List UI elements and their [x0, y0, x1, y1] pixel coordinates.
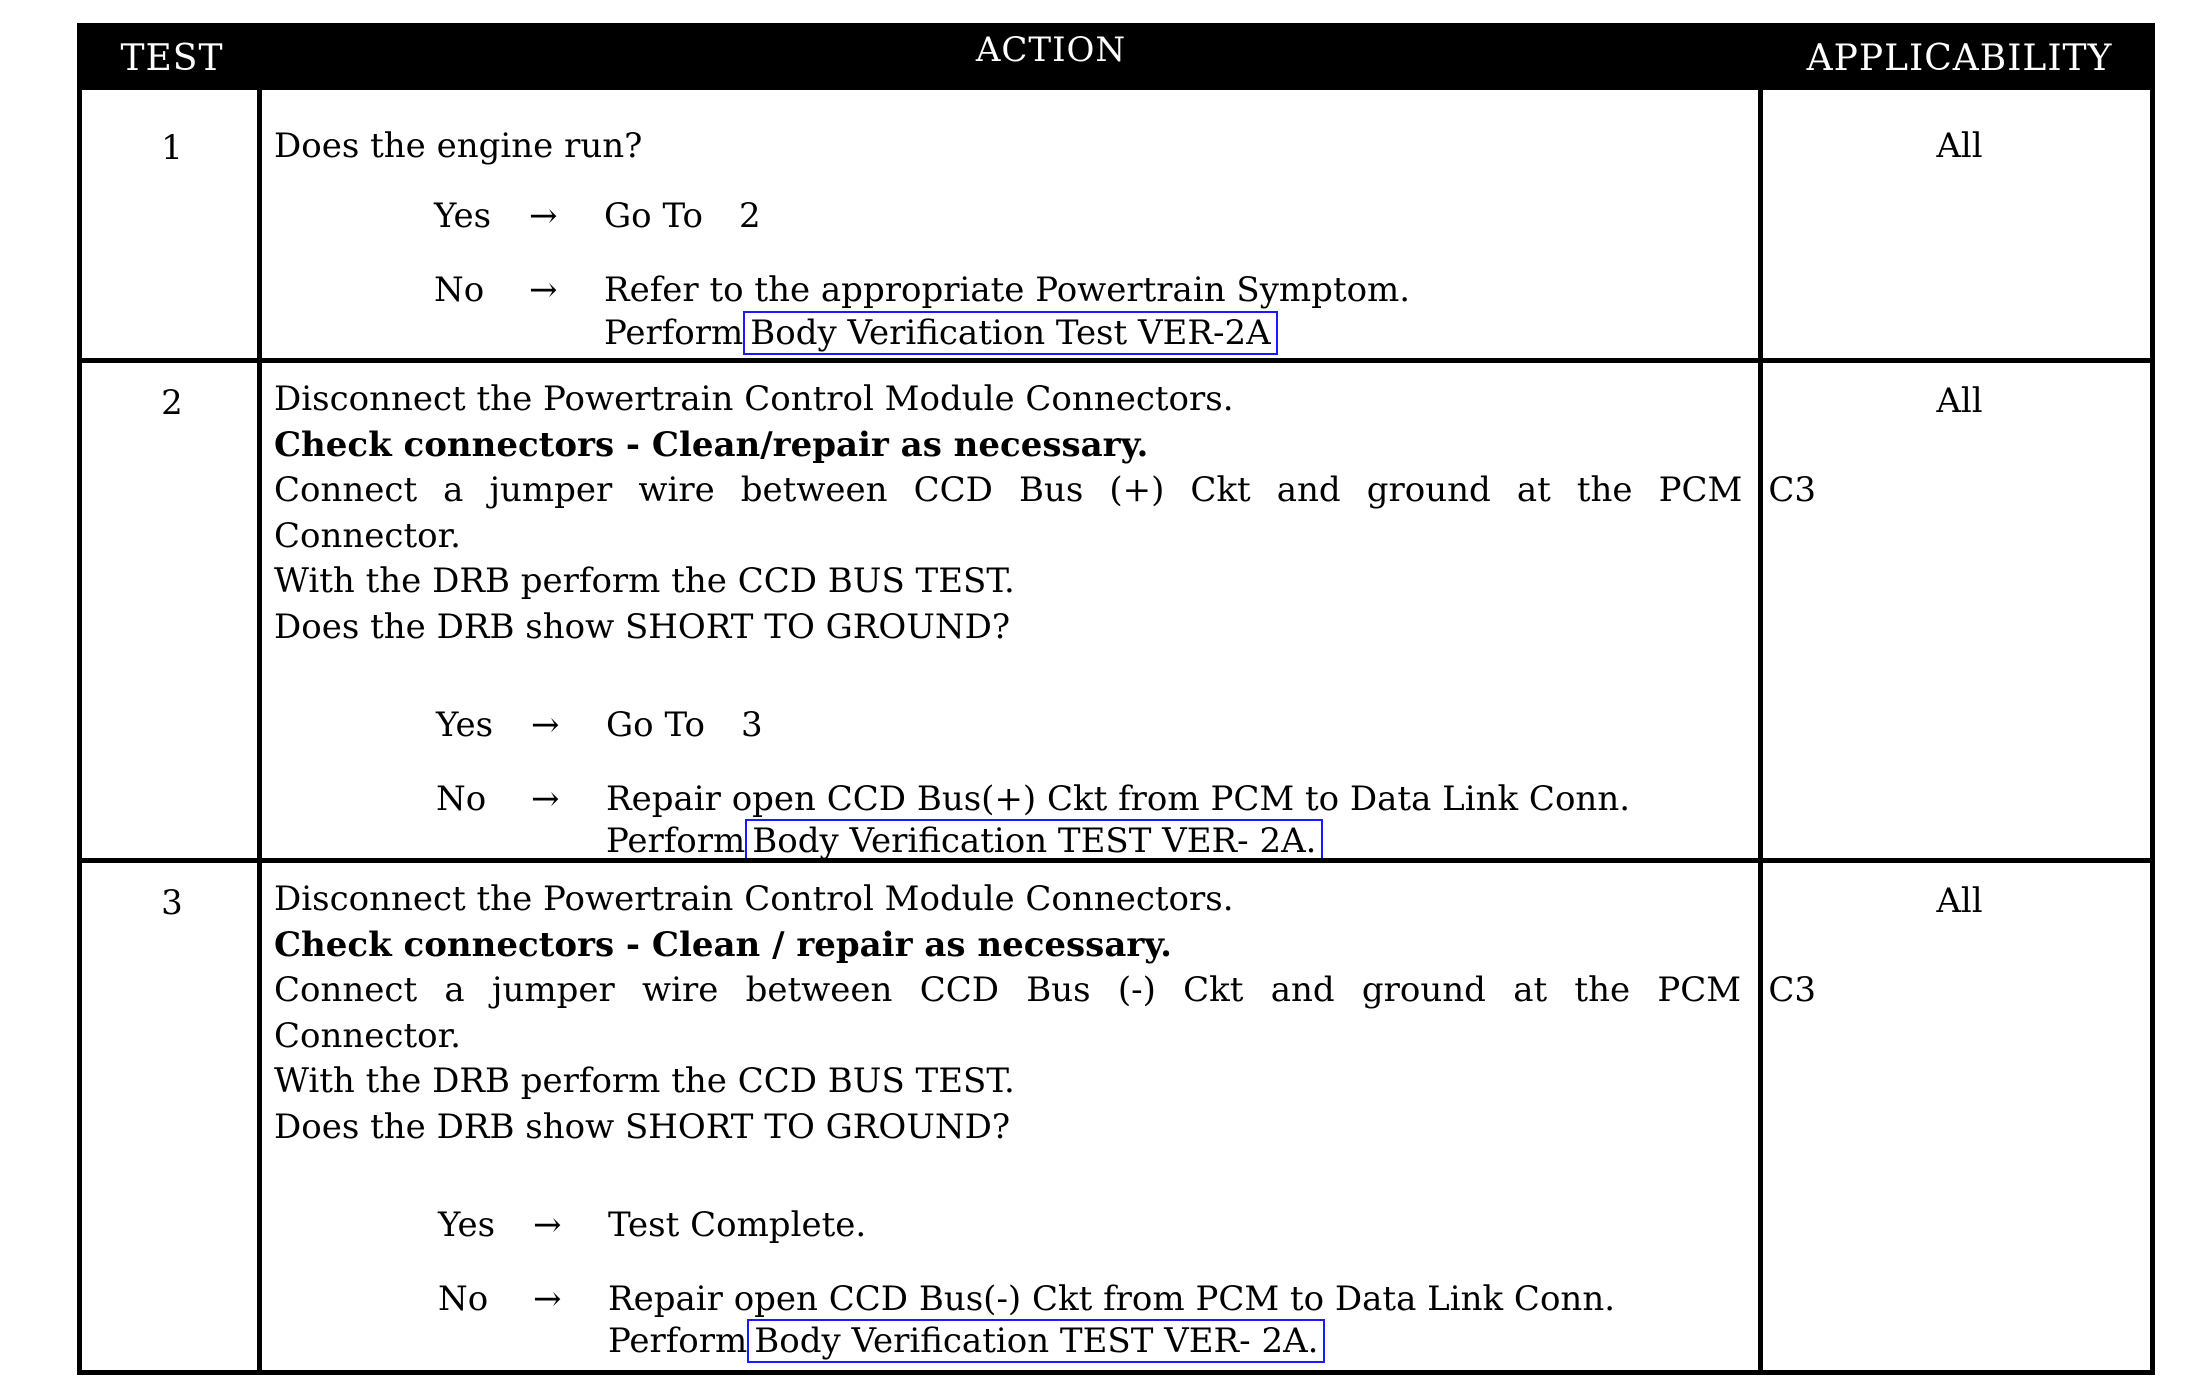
no-branch	[438, 1279, 1615, 1319]
yes-label: Yes	[434, 196, 492, 236]
yes-branch	[436, 705, 763, 745]
action-line: With the DRB perform the CCD BUS TEST.	[274, 561, 1015, 601]
action-cell	[274, 877, 1816, 1150]
header-applicability: APPLICABILITY	[1806, 38, 2113, 79]
goto-target[interactable]: 2	[738, 196, 761, 236]
header-test: TEST	[120, 38, 224, 79]
yes-label: Yes	[438, 1205, 496, 1245]
goto-target[interactable]: 3	[740, 705, 763, 745]
action-line: Connect a jumper wire between CCD Bus (-) Ckt and ground at the PCM C3	[274, 970, 1816, 1010]
applicability-value: All	[1936, 881, 1983, 921]
goto-text: Test Complete.	[608, 1205, 867, 1245]
yes-label: Yes	[436, 705, 494, 745]
action-line: Connector.	[274, 1015, 461, 1056]
arrow-icon: →	[529, 196, 558, 236]
action-line: With the DRB perform the CCD BUS TEST.	[274, 1061, 1015, 1101]
table-row	[82, 90, 2150, 363]
verification-test-link[interactable]: Body Verification Test VER-2A	[743, 311, 1277, 355]
perform-label: Perform	[606, 821, 746, 861]
table-header	[82, 28, 2150, 90]
perform-label: Perform	[604, 313, 744, 353]
test-number: 2	[161, 383, 183, 423]
action-line: Disconnect the Powertrain Control Module Connectors.	[274, 379, 1234, 419]
goto-text: Go To	[604, 196, 703, 236]
arrow-icon: →	[531, 705, 560, 745]
table-row	[82, 358, 2150, 863]
no-label: No	[436, 779, 487, 819]
test-number: 1	[161, 128, 183, 168]
perform-line	[604, 311, 1278, 355]
perform-label: Perform	[608, 1321, 748, 1361]
action-cell	[274, 377, 1816, 650]
action-line-bold: Check connectors - Clean / repair as necessary.	[274, 924, 1172, 965]
applicability-value: All	[1936, 126, 1983, 166]
test-procedure-table	[77, 23, 2155, 1375]
perform-line	[606, 819, 1323, 863]
action-line: Connector.	[274, 515, 461, 556]
table-row	[82, 858, 2150, 1375]
perform-line	[608, 1319, 1325, 1363]
no-branch	[436, 779, 1630, 819]
action-line: Does the DRB show SHORT TO GROUND?	[274, 1106, 1011, 1147]
action-cell	[274, 124, 1816, 170]
action-line: Does the engine run?	[274, 126, 643, 166]
yes-branch	[438, 1205, 866, 1245]
action-line: Does the DRB show SHORT TO GROUND?	[274, 606, 1011, 647]
no-action-text: Repair open CCD Bus(-) Ckt from PCM to Data Link Conn.	[608, 1279, 1616, 1319]
action-line-bold: Check connectors - Clean/repair as necessary.	[274, 424, 1149, 465]
test-number: 3	[161, 883, 183, 923]
arrow-icon: →	[531, 779, 560, 819]
verification-test-link[interactable]: Body Verification TEST VER- 2A.	[745, 819, 1323, 863]
action-line: Connect a jumper wire between CCD Bus (+) Ckt and ground at the PCM C3	[274, 470, 1816, 510]
goto-text: Go To	[606, 705, 705, 745]
header-action: ACTION	[975, 30, 1127, 70]
verification-test-link[interactable]: Body Verification TEST VER- 2A.	[747, 1319, 1325, 1363]
no-branch	[434, 270, 1410, 310]
no-action-text: Refer to the appropriate Powertrain Symptom.	[604, 270, 1411, 310]
applicability-value: All	[1936, 381, 1983, 421]
no-label: No	[438, 1279, 489, 1319]
no-action-text: Repair open CCD Bus(+) Ckt from PCM to Data Link Conn.	[606, 779, 1631, 819]
arrow-icon: →	[533, 1279, 562, 1319]
yes-branch	[434, 196, 761, 236]
no-label: No	[434, 270, 485, 310]
action-line: Disconnect the Powertrain Control Module Connectors.	[274, 879, 1234, 919]
arrow-icon: →	[529, 270, 558, 310]
arrow-icon: →	[533, 1205, 562, 1245]
